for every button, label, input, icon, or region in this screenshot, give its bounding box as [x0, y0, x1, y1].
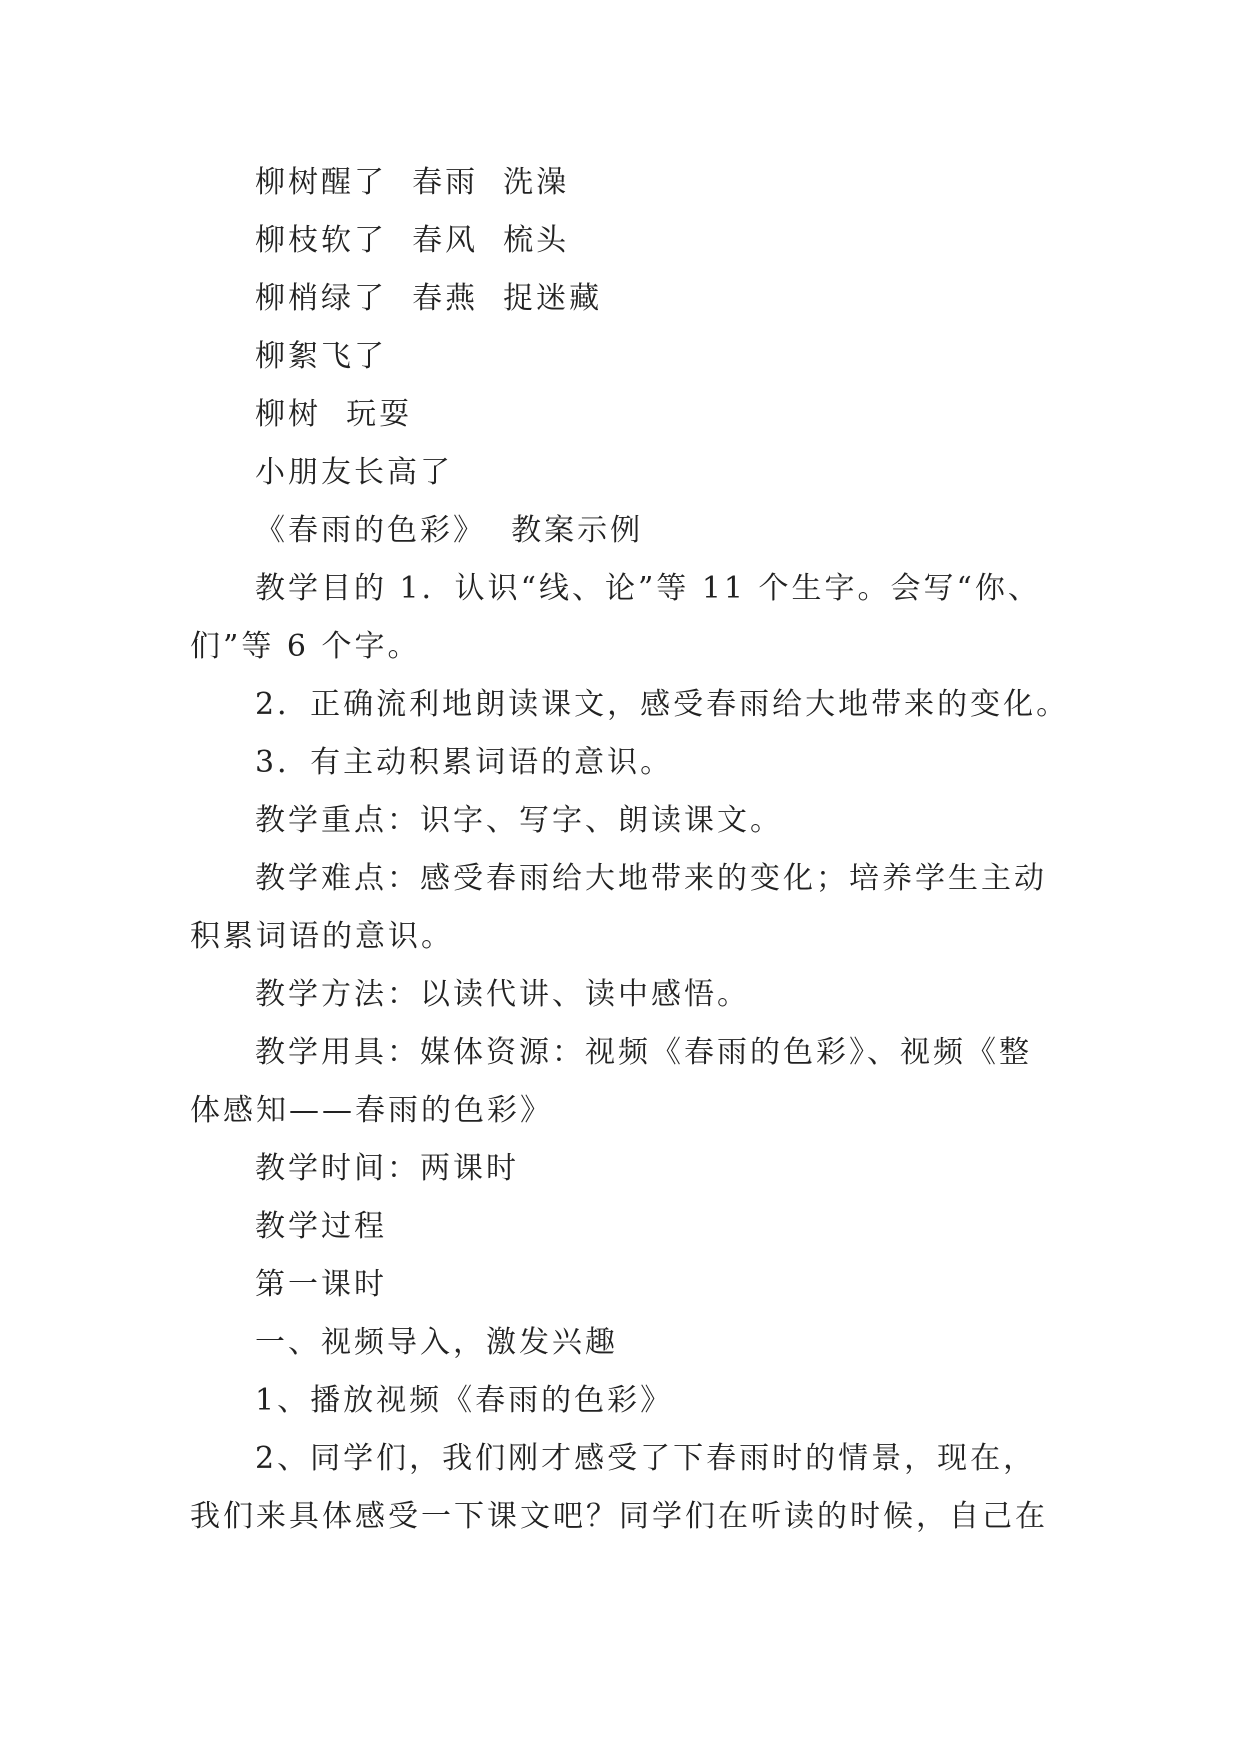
teaching-time: 教学时间：两课时 [255, 1151, 519, 1186]
teaching-tools-line-1: 教学用具：媒体资源：视频《春雨的色彩》、视频《整 [255, 1035, 1032, 1070]
poem-line-6: 小朋友长高了 [255, 455, 453, 490]
teaching-tools-line-2: 体感知——春雨的色彩》 [190, 1093, 553, 1128]
step-1: 1、播放视频《春雨的色彩》 [255, 1383, 674, 1418]
teaching-goal-line-2: 们”等 6 个字。 [190, 629, 421, 664]
teaching-goal-line-1: 教学目的 1．认识“线、论”等 11 个生字。会写“你、 [255, 571, 1041, 606]
section-one-heading: 一、视频导入，激发兴趣 [255, 1325, 618, 1360]
teaching-focus: 教学重点：识字、写字、朗读课文。 [255, 803, 783, 838]
poem-line-1: 柳树醒了 春雨 洗澡 [255, 165, 570, 200]
first-lesson-heading: 第一课时 [255, 1267, 387, 1302]
poem-line-5: 柳树 玩耍 [255, 397, 413, 432]
poem-line-2: 柳枝软了 春风 梳头 [255, 223, 570, 258]
poem-line-4: 柳絮飞了 [255, 339, 387, 374]
poem-line-3: 柳梢绿了 春燕 捉迷藏 [255, 281, 603, 316]
lesson-title: 《春雨的色彩》 教案示例 [255, 513, 644, 548]
teaching-goal-2: 2．正确流利地朗读课文，感受春雨给大地带来的变化。 [255, 687, 1070, 722]
teaching-difficulty-line-2: 积累词语的意识。 [190, 919, 454, 954]
step-2-line-2: 我们来具体感受一下课文吧？同学们在听读的时候，自己在 [190, 1499, 1048, 1534]
teaching-method: 教学方法：以读代讲、读中感悟。 [255, 977, 750, 1012]
teaching-goal-3: 3．有主动积累词语的意识。 [255, 745, 674, 780]
teaching-difficulty-line-1: 教学难点：感受春雨给大地带来的变化；培养学生主动 [255, 861, 1047, 896]
step-2-line-1: 2、同学们，我们刚才感受了下春雨时的情景，现在， [255, 1441, 1037, 1476]
teaching-process-heading: 教学过程 [255, 1209, 387, 1244]
